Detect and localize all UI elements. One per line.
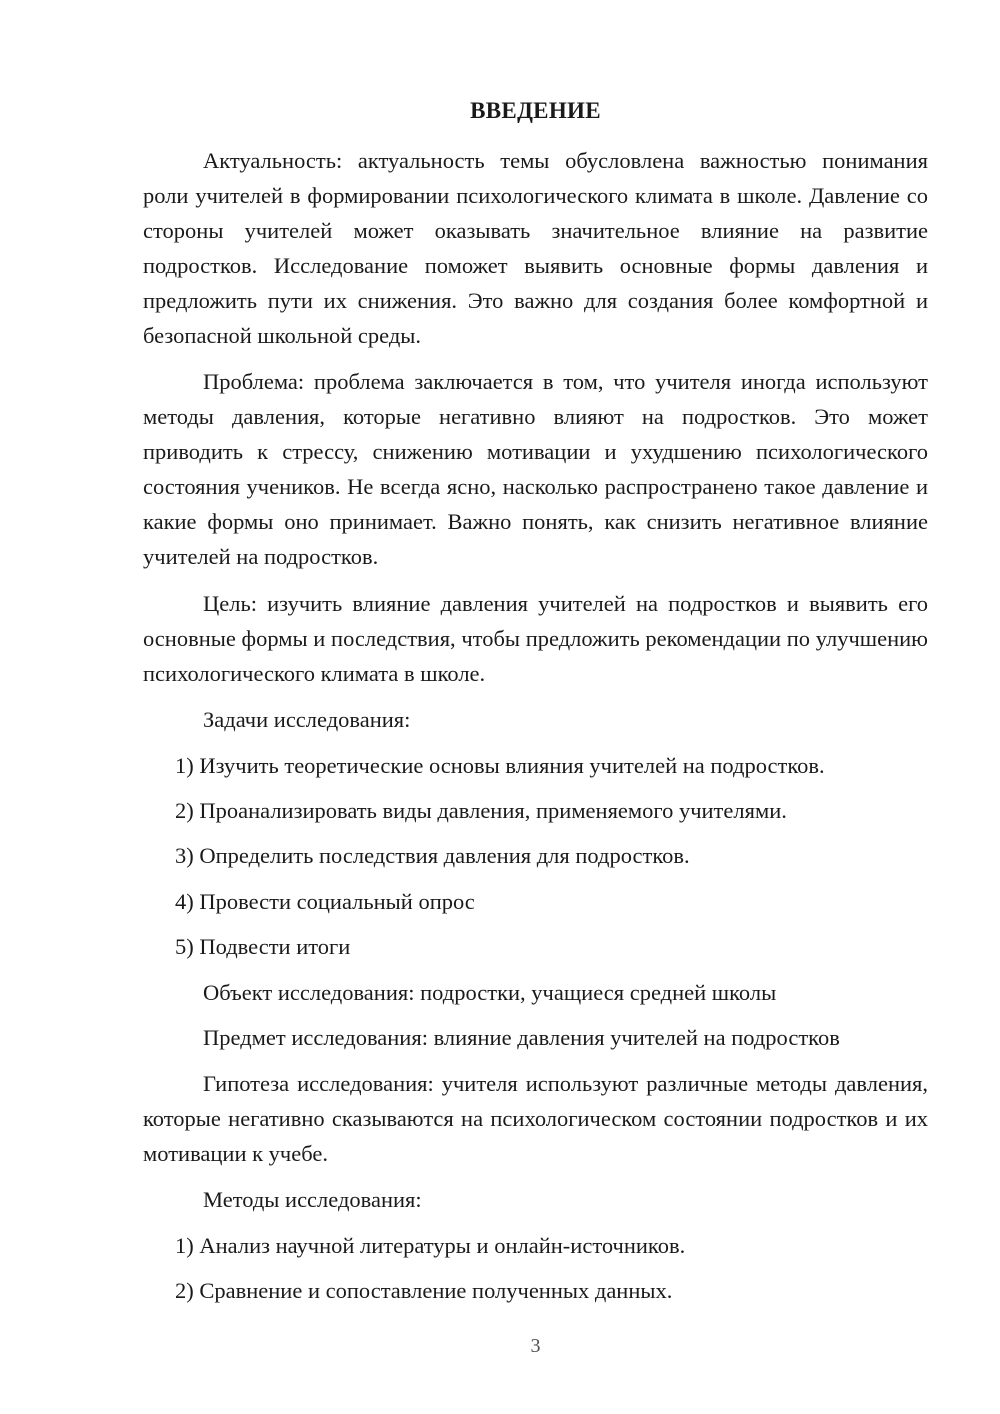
document-page: [143, 0, 928, 1414]
page-number: 3: [530, 1335, 541, 1357]
research-subject: Предмет исследования: влияние давления учителей на подростков: [203, 1025, 840, 1050]
task-item: 3) Определить последствия давления для подростков.: [175, 843, 690, 868]
task-item: 5) Подвести итоги: [175, 934, 351, 959]
task-item: 2) Проанализировать виды давления, применяемого учителями.: [175, 798, 787, 823]
tasks-heading: Задачи исследования:: [203, 707, 411, 732]
methods-heading: Методы исследования:: [203, 1187, 422, 1212]
method-item: 2) Сравнение и сопоставление полученных данных.: [175, 1278, 673, 1303]
method-item: 1) Анализ научной литературы и онлайн-источников.: [175, 1233, 686, 1258]
task-item: 1) Изучить теоретические основы влияния учителей на подростков.: [175, 753, 825, 778]
task-item: 4) Провести социальный опрос: [175, 889, 475, 914]
hypothesis-paragraph: Гипотеза исследования: учителя используют различные методы давления, которые негативно сказываются на психологическом состоянии подростков и их мотивации к учебе.: [143, 1071, 928, 1166]
relevance-paragraph: Актуальность: актуальность темы обусловлена важностью понимания роли учителей в формировании психологического климата в школе. Давление со стороны учителей может оказывать значительное влияние на развитие подростков. Исследование поможет выявить основные формы давления и предложить пути их снижения. Это важно для создания более комфортной и безопасной школьной среды.: [143, 148, 928, 348]
research-object: Объект исследования: подростки, учащиеся средней школы: [203, 980, 777, 1005]
problem-paragraph: Проблема: проблема заключается в том, что учителя иногда используют методы давления, которые негативно влияют на подростков. Это может приводить к стрессу, снижению мотивации и ухудшению психологического состояния учеников. Не всегда ясно, насколько распространено такое давление и какие формы оно принимает. Важно понять, как снизить негативное влияние учителей на подростков.: [143, 369, 928, 569]
page-title: ВВЕДЕНИЕ: [470, 98, 601, 123]
goal-paragraph: Цель: изучить влияние давления учителей на подростков и выявить его основные формы и последствия, чтобы предложить рекомендации по улучшению психологического климата в школе.: [143, 591, 928, 686]
